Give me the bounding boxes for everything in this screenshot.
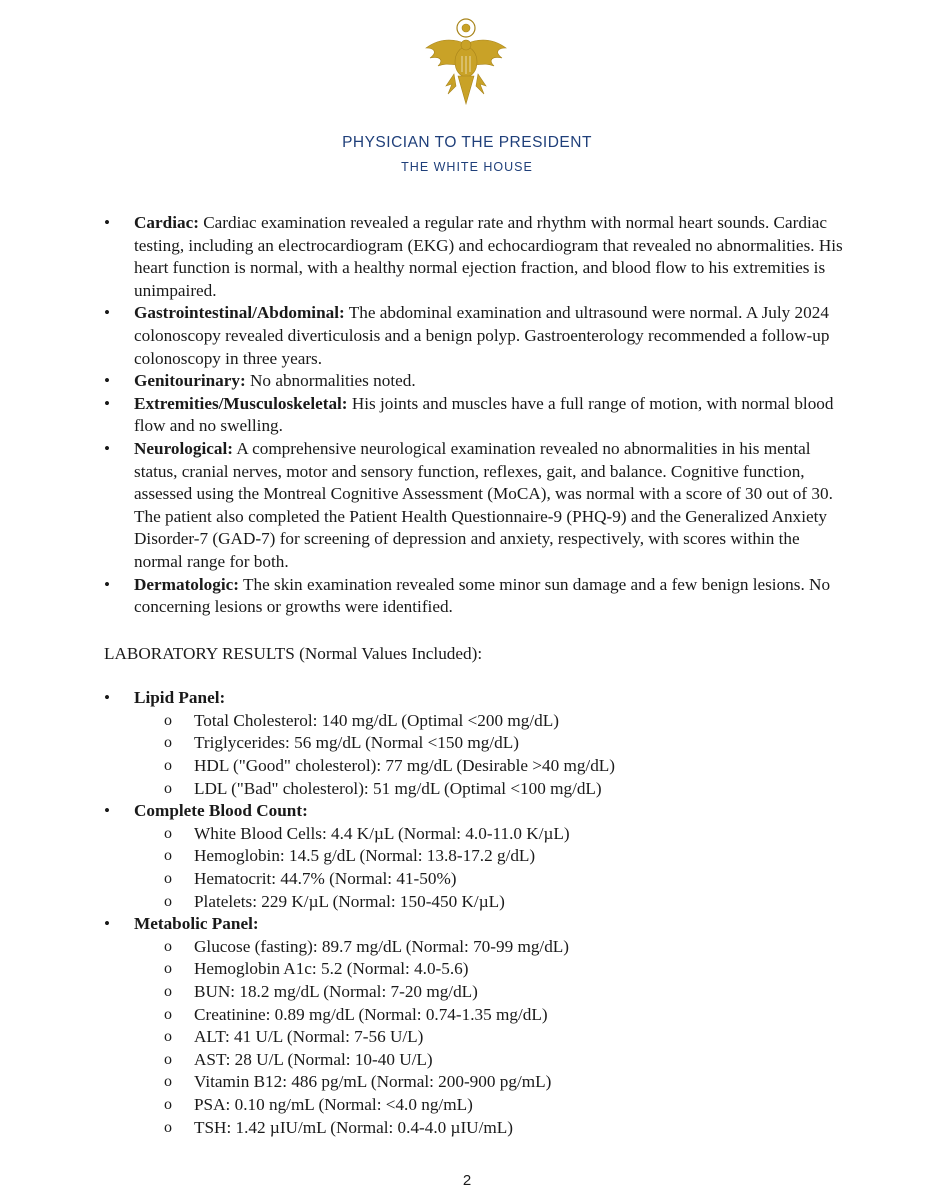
lab-item-text: Glucose (fasting): 89.7 mg/dL (Normal: 70-99 mg/dL) [194,936,570,956]
exam-text: A comprehensive neurological examination revealed no abnormalities in his mental status, cranial nerves, motor and sensory function, reflexes, gait, and balance. Cognitive function, assessed using the Montreal Cognitive Assessment (MoCA), was normal with a score of 30 out of 30. The patient also completed the Patient Health Questionnaire-9 (PHQ-9) and the Generalized Anxiety Disorder-7 (GAD-7) for screening of depression and anxiety, respectively, with scores within the normal range for both. [134,438,833,571]
sub-bullet: o [164,824,172,842]
lab-item-text: BUN: 18.2 mg/dL (Normal: 7-20 mg/dL) [194,982,478,1001]
lab-item-text: Platelets: 229 K/µL (Normal: 150-450 K/µL) [194,891,505,911]
lab-item-text: Total Cholesterol: 140 mg/dL (Optimal <200 mg/dL) [194,710,559,730]
exam-item-dermatologic [104,574,844,619]
lab-item [134,1026,844,1049]
lab-item [134,891,844,914]
lab-item [134,936,844,959]
exam-label: Genitourinary: [134,371,246,391]
lab-item-text: White Blood Cells: 4.4 K/µL (Normal: 4.0-11.0 K/µL) [194,823,570,843]
lab-item [134,710,844,733]
sub-bullet: o [164,870,172,888]
lab-item-text: Vitamin B12: 486 pg/mL (Normal: 200-900 pg/mL) [194,1072,552,1092]
sub-bullet: o [164,1073,172,1091]
presidential-seal-icon [418,14,514,110]
lab-item-text: Creatinine: 0.89 mg/dL (Normal: 0.74-1.35 mg/dL) [194,1004,548,1024]
sub-bullet: o [164,892,172,910]
sub-bullet: o [164,1095,172,1113]
office-subtitle: THE WHITE HOUSE [401,160,533,174]
lab-item [134,1049,844,1072]
exam-text: The abdominal examination and ultrasound were normal. A July 2024 colonoscopy revealed diverticulosis and a benign polyp. Gastroenterology recommended a follow-up colonoscopy in three years. [134,303,830,368]
lab-item-text: TSH: 1.42 µIU/mL (Normal: 0.4-4.0 µIU/mL) [194,1117,513,1137]
sub-bullet: o [164,960,172,978]
sub-bullet: o [164,847,172,865]
exam-item-gastrointestinal [104,302,844,370]
page-number: 2 [462,1172,472,1189]
lab-item [134,868,844,891]
lab-item [134,1071,844,1094]
lab-section-label: Lipid Panel: [134,688,226,708]
lab-item-text: ALT: 41 U/L (Normal: 7-56 U/L) [194,1027,424,1047]
lab-item [134,1004,844,1027]
lab-item-text: HDL ("Good" cholesterol): 77 mg/dL (Desirable >40 mg/dL) [194,756,616,776]
lab-item [134,981,844,1004]
lab-item [134,755,844,778]
exam-text: No abnormalities noted. [245,371,416,391]
sub-bullet: o [164,937,172,955]
lab-item-text: PSA: 0.10 ng/mL (Normal: <4.0 ng/mL) [194,1094,473,1114]
lab-results-heading: LABORATORY RESULTS (Normal Values Included): [104,643,483,663]
lab-item [134,958,844,981]
sub-bullet: o [164,983,172,1000]
lab-section-label: Metabolic Panel: [134,914,259,934]
sub-bullet: o [164,711,172,729]
lab-items-list [134,823,844,913]
lab-item-text: Hematocrit: 44.7% (Normal: 41-50%) [194,869,457,889]
exam-findings-list [104,212,844,619]
exam-item-extremities [104,393,844,438]
exam-label: Extremities/Musculoskeletal: [134,393,348,413]
lab-item-text: Hemoglobin A1c: 5.2 (Normal: 4.0-5.6) [194,959,469,979]
lab-section-lipid [104,687,844,800]
lab-item [134,845,844,868]
office-title: PHYSICIAN TO THE PRESIDENT [342,134,592,151]
lab-item [134,1094,844,1117]
exam-item-cardiac [104,212,844,302]
exam-text: The skin examination revealed some minor sun damage and a few benign lesions. No concerning lesions or growths were identified. [134,574,831,617]
sub-bullet: o [164,1118,172,1136]
exam-label: Gastrointestinal/Abdominal: [134,303,345,323]
lab-items-list [134,710,844,800]
report-body [104,212,844,1139]
exam-label: Dermatologic: [134,574,239,594]
sub-bullet: o [164,757,172,775]
exam-item-genitourinary [104,370,844,393]
lab-items-list [134,936,844,1139]
lab-section-cbc [104,800,844,913]
sub-bullet: o [164,734,172,752]
lab-item-text: LDL ("Bad" cholesterol): 51 mg/dL (Optimal <100 mg/dL) [194,778,602,798]
sub-bullet: o [164,1050,172,1068]
exam-item-neurological [104,438,844,574]
sub-bullet: o [164,1028,172,1046]
sub-bullet: o [164,1005,172,1023]
exam-label: Neurological: [134,438,233,458]
lab-item [134,778,844,801]
exam-label: Cardiac: [134,213,199,232]
exam-text: Cardiac examination revealed a regular rate and rhythm with normal heart sounds. Cardiac testing, including an electrocardiogram (EKG) and echocardiogram that revealed no abnormalities. His heart function is normal, with a healthy normal ejection fraction, and blood flow to his extremities is unimpaired. [134,213,843,300]
lab-item-text: AST: 28 U/L (Normal: 10-40 U/L) [194,1049,433,1069]
lab-item [134,823,844,846]
lab-item [134,732,844,755]
lab-item [134,1117,844,1140]
lab-item-text: Hemoglobin: 14.5 g/dL (Normal: 13.8-17.2 g/dL) [194,846,536,866]
lab-sections-list [104,687,844,1139]
lab-item-text: Triglycerides: 56 mg/dL (Normal <150 mg/dL) [194,733,519,753]
sub-bullet: o [164,779,172,797]
exam-text: His joints and muscles have a full range of motion, with normal blood flow and no swelling. [134,393,834,436]
lab-section-metabolic [104,913,844,1139]
lab-section-label: Complete Blood Count: [134,801,308,821]
